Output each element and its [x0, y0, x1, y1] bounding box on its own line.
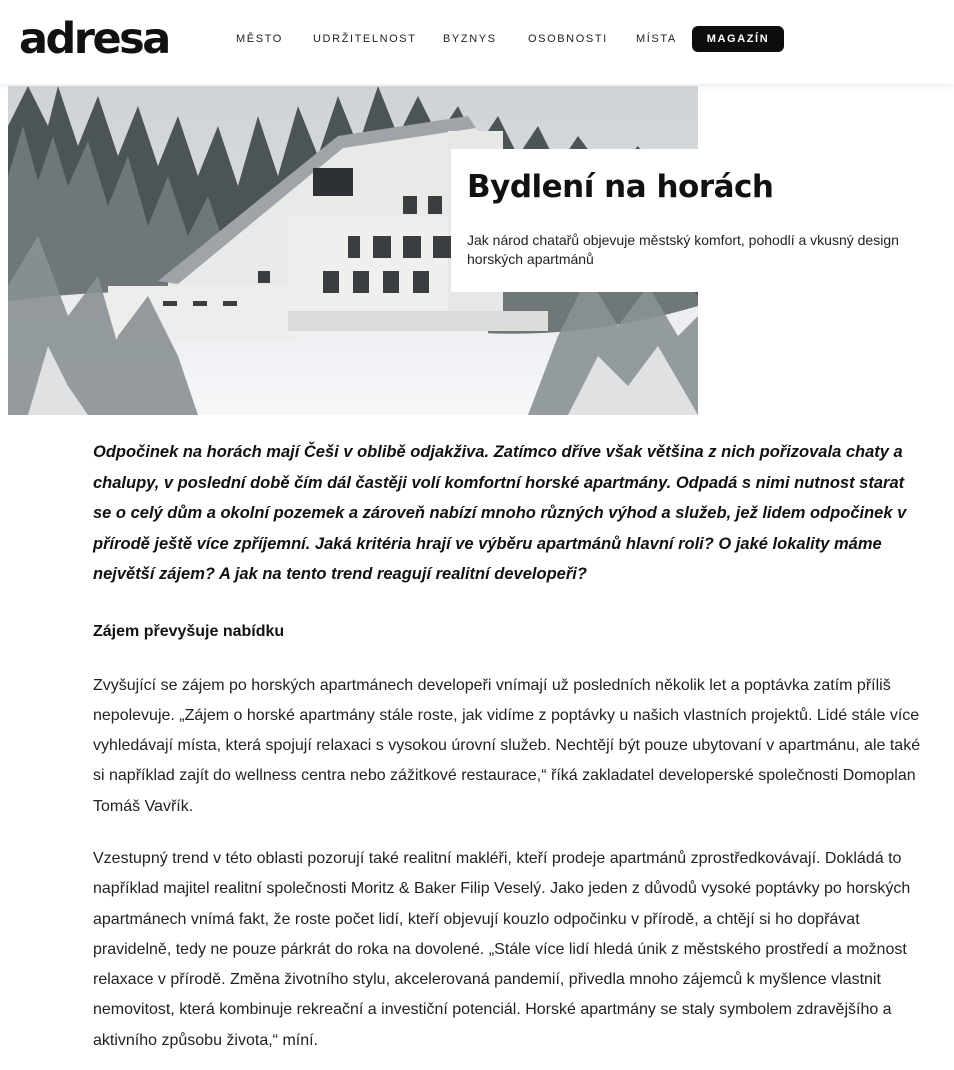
article-subheading: Zájem převyšuje nabídku	[93, 622, 285, 640]
nav-item-osobnosti[interactable]: OSOBNOSTI	[528, 33, 608, 45]
page-title: Bydlení na horách	[467, 169, 774, 205]
article-paragraph: Vzestupný trend v této oblasti pozorují také realitní makléři, kteří prodeje apartmánů zprostředkovávají. Dokládá to například majitel realitní společnosti Moritz & Baker Filip Veselý. Jako jeden z důvodů vysoké poptávky po horských apartmánech vnímá fakt, že roste počet lidí, kteří objevují kouzlo odpočinku v přírodě, a chtějí si ho dopřávat pravidelně, tedy ne pouze párkrát do roka na dovolené. „Stále více lidí hledá únik z městského prostředí a možnost relaxace v přírodě. Změna životního stylu, akcelerovaná pandemií, přivedla mnoho zájemců k myšlence vlastnit nemovitost, která kombinuje rekreační a investiční potenciál. Horské apartmány se staly symbolem zdravějšího a aktivního způsobu života,“ míní.	[93, 849, 911, 1049]
site-header	[0, 0, 954, 84]
article-paragraph: Zvyšující se zájem po horských apartmánech developeři vnímají už posledních několik let a poptávka zatím příliš nepolevuje. „Zájem o horské apartmány stále roste, jak vidíme z poptávky u našich vlastních projektů. Lidé stále více vyhledávají místa, která spojují relaxaci s vysokou úrovní služeb. Nechtějí být pouze ubytovaní v apartmánu, ale také si například zajít do wellness centra nebo zážitkové restaurace,“ říká zakladatel developerské společnosti Domoplan Tomáš Vavřík.	[93, 676, 921, 815]
nav-item-mesto[interactable]: MĚSTO	[236, 33, 283, 45]
nav-item-magazin[interactable]: MAGAZÍN	[692, 26, 784, 52]
nav-item-mista[interactable]: MÍSTA	[636, 33, 677, 45]
article-body	[93, 437, 923, 1056]
hero-title-card	[451, 149, 954, 292]
nav-item-byznys[interactable]: BYZNYS	[443, 33, 497, 45]
page-subtitle: Jak národ chatařů objevuje městský komfort, pohodlí a vkusný design horských apartmánů	[467, 232, 899, 267]
article-lead: Odpočinek na horách mají Češi v oblibě odjakživa. Zatímco dříve však většina z nich pořizovala chaty a chalupy, v poslední době čím dál častěji volí komfortní horské apartmány. Odpadá s nimi nutnost starat se o celý dům a okolní pozemek a zároveň nabízí mnoho různých výhod a služeb, jež lidem odpočinek v přírodě ještě více zpříjemní. Jaká kritéria hrají ve výběru apartmánů hlavní roli? O jaké lokality máme největší zájem? A jak na tento trend reagují realitní developeři?	[93, 443, 907, 583]
site-logo[interactable]: adresa	[19, 14, 169, 64]
nav-item-udrzitelnost[interactable]: UDRŽITELNOST	[313, 33, 417, 45]
